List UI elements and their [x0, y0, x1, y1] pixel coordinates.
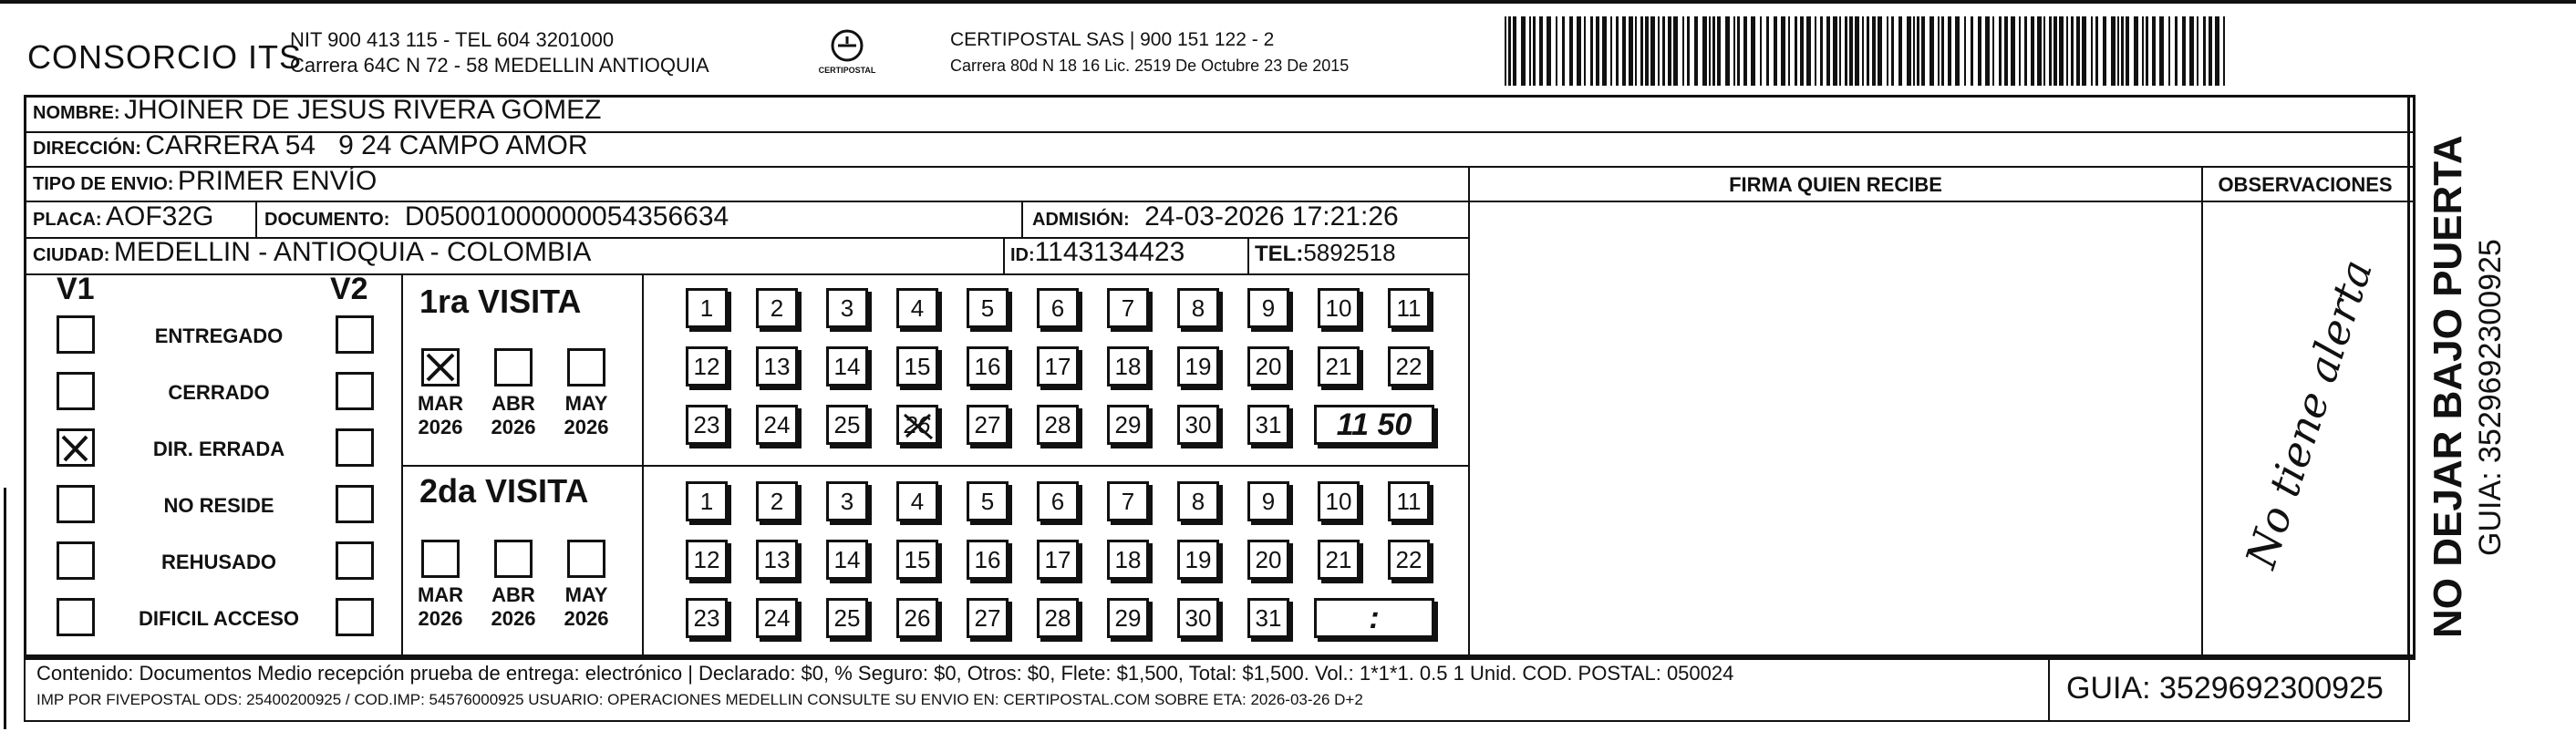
day-box[interactable]: 12 [686, 540, 728, 580]
day-box[interactable]: 6 [1037, 288, 1079, 328]
day-box[interactable]: 29 [1107, 405, 1149, 445]
month-label: MAY 2026 [564, 392, 609, 438]
v2-checkbox[interactable] [336, 598, 374, 636]
day-box[interactable]: 27 [967, 598, 1009, 638]
day-box[interactable]: 26 [896, 598, 938, 638]
documento-row [264, 201, 729, 232]
day-box[interactable]: 4 [896, 481, 938, 521]
day-box[interactable]: 16 [967, 540, 1009, 580]
visit-divider [642, 273, 644, 654]
cell-divider [1003, 237, 1005, 273]
firma-header: FIRMA QUIEN RECIBE [1729, 173, 1942, 196]
day-box[interactable]: 24 [756, 405, 798, 445]
day-box[interactable]: 5 [967, 288, 1009, 328]
day-box[interactable]: 4 [896, 288, 938, 328]
ciudad-value: MEDELLIN - ANTIOQUIA - COLOMBIA [113, 237, 592, 267]
month-label: ABR 2026 [491, 583, 536, 630]
carrier-info [950, 27, 1349, 78]
tel-value: 5892518 [1303, 239, 1396, 266]
admision-label: ADMISIÓN: [1032, 210, 1130, 230]
day-box[interactable]: 30 [1177, 405, 1219, 445]
observation-handwriting: No tiene alerta [2236, 253, 2383, 574]
direccion-value: CARRERA 54 9 24 CAMPO AMOR [145, 130, 588, 160]
day-box[interactable]: 21 [1318, 540, 1360, 580]
month-checkbox[interactable] [567, 540, 605, 578]
tipo-row [33, 166, 377, 197]
logo-text: CERTIPOSTAL [818, 66, 876, 75]
day-box[interactable]: 18 [1107, 346, 1149, 386]
month-label: MAR 2026 [417, 392, 464, 438]
day-box[interactable]: 15 [896, 346, 938, 386]
day-box[interactable]: 13 [756, 346, 798, 386]
day-box[interactable]: 10 [1318, 288, 1360, 328]
month-label: MAR 2026 [417, 583, 464, 630]
day-box[interactable]: 19 [1177, 346, 1219, 386]
observaciones-header: OBSERVACIONES [2218, 173, 2393, 196]
v1-checkbox[interactable] [57, 428, 95, 467]
cell-divider [1021, 201, 1023, 237]
day-box[interactable]: 8 [1177, 288, 1219, 328]
day-box[interactable]: 8 [1177, 481, 1219, 521]
day-box[interactable]: 23 [686, 405, 728, 445]
footer-guia: GUIA: 3529692300925 [2066, 671, 2384, 706]
id-label: ID: [1010, 245, 1035, 265]
day-box[interactable]: 9 [1247, 288, 1289, 328]
day-box[interactable]: 2 [756, 481, 798, 521]
carrier-license: Carrera 80d N 18 16 Lic. 2519 De Octubre 23 De 2015 [950, 57, 1350, 75]
row-divider [24, 166, 2416, 168]
cell-divider [1247, 237, 1249, 273]
barcode-icon [1505, 16, 2225, 86]
day-box[interactable]: 9 [1247, 481, 1289, 521]
day-box[interactable]: 11 [1388, 288, 1430, 328]
day-box[interactable]: 25 [826, 598, 868, 638]
id-value: 1143134423 [1034, 237, 1185, 267]
day-box[interactable]: 19 [1177, 540, 1219, 580]
v2-header: V2 [330, 272, 368, 306]
v1-checkbox[interactable] [57, 541, 95, 580]
id-row [1010, 237, 1185, 268]
side-warning: NO DEJAR BAJO PUERTA [2426, 135, 2470, 638]
nombre-label: NOMBRE: [33, 103, 120, 123]
tipo-label: TIPO DE ENVIO: [33, 174, 174, 194]
visit2-title: 2da VISITA [419, 472, 589, 510]
month-checkbox[interactable] [567, 348, 605, 386]
day-box[interactable]: 10 [1318, 481, 1360, 521]
v2-checkbox[interactable] [336, 428, 374, 467]
day-box[interactable]: 20 [1247, 540, 1289, 580]
direccion-row [33, 130, 588, 161]
day-box[interactable]: 15 [896, 540, 938, 580]
day-box[interactable]: 11 [1388, 481, 1430, 521]
day-box[interactable]: 18 [1107, 540, 1149, 580]
footer-frame [24, 654, 2410, 722]
documento-label: DOCUMENTO: [264, 210, 390, 230]
v1-checkbox[interactable] [57, 372, 95, 410]
admision-row [1032, 201, 1399, 232]
day-box[interactable]: 7 [1107, 481, 1149, 521]
day-box[interactable]: 25 [826, 405, 868, 445]
company-address: Carrera 64C N 72 - 58 MEDELLIN ANTIOQUIA [290, 54, 709, 77]
status-label: DIFICIL ACCESO [138, 607, 299, 630]
day-box[interactable]: 28 [1037, 598, 1079, 638]
day-box[interactable]: 14 [826, 346, 868, 386]
ciudad-row [33, 237, 591, 268]
day-box[interactable]: 6 [1037, 481, 1079, 521]
company-info [290, 27, 709, 78]
row-divider [24, 273, 1470, 275]
placa-row [33, 201, 213, 232]
month-checkbox[interactable] [421, 348, 460, 386]
scan-edge [0, 0, 2576, 4]
time-box[interactable]: : [1314, 598, 1434, 638]
v1-header: V1 [57, 272, 95, 306]
scan-edge [4, 488, 6, 729]
status-label: ENTREGADO [154, 325, 284, 347]
v2-checkbox[interactable] [336, 372, 374, 410]
nombre-row [33, 95, 601, 126]
v2-checkbox[interactable] [336, 541, 374, 580]
tipo-value: PRIMER ENVÍO [177, 166, 378, 196]
day-box[interactable]: 13 [756, 540, 798, 580]
documento-value: D0500100000005435663​4 [404, 201, 729, 232]
day-box[interactable]: 27 [967, 405, 1009, 445]
day-box[interactable]: 22 [1388, 346, 1430, 386]
side-guia: GUIA: 3529692300925 [2473, 239, 2508, 556]
month-checkbox[interactable] [494, 348, 533, 386]
cell-divider [255, 201, 257, 237]
day-box[interactable]: 21 [1318, 346, 1360, 386]
tel-row [1255, 239, 1396, 267]
day-box[interactable]: 24 [756, 598, 798, 638]
day-box[interactable]: 1 [686, 481, 728, 521]
month-checkbox[interactable] [421, 540, 460, 578]
day-box[interactable]: 3 [826, 288, 868, 328]
day-box[interactable]: 29 [1107, 598, 1149, 638]
status-label: REHUSADO [161, 551, 276, 573]
day-box[interactable]: 1 [686, 288, 728, 328]
admision-value: 24-03-2026 17:21:26 [1144, 201, 1399, 232]
tel-label: TEL: [1255, 242, 1304, 266]
v1-checkbox[interactable] [57, 485, 95, 523]
company-name: CONSORCIO ITS [27, 38, 303, 76]
certipostal-logo [810, 26, 885, 80]
month-label: MAY 2026 [564, 583, 609, 630]
footer-contenido: Contenido: Documentos Medio recepción prueba de entrega: electrónico | Declarado: $0, % Seguro: $0, Otros: $0, Flete: $1,500, Total: $1,500. Vol.: 1*1*1. 0.5 1 Unid. COD. POSTAL: 050024 [36, 662, 1734, 685]
placa-value: AOF32G [106, 201, 214, 232]
placa-label: PLACA: [33, 210, 102, 230]
day-box[interactable]: 3 [826, 481, 868, 521]
v1-checkbox[interactable] [57, 315, 95, 354]
day-box[interactable]: 23 [686, 598, 728, 638]
status-label: CERRADO [168, 381, 270, 404]
day-box[interactable]: 22 [1388, 540, 1430, 580]
month-label: ABR 2026 [491, 392, 536, 438]
day-box[interactable]: 28 [1037, 405, 1079, 445]
month-checkbox[interactable] [494, 540, 533, 578]
nombre-value: JHOINER DE JESUS RIVERA GOMEZ [124, 95, 602, 125]
day-box[interactable]: 30 [1177, 598, 1219, 638]
status-label: DIR. ERRADA [152, 438, 285, 460]
v2-checkbox[interactable] [336, 315, 374, 354]
day-box[interactable]: 31 [1247, 405, 1289, 445]
day-box[interactable]: 5 [967, 481, 1009, 521]
day-box[interactable]: 16 [967, 346, 1009, 386]
v1-checkbox[interactable] [57, 598, 95, 636]
day-box[interactable]: 14 [826, 540, 868, 580]
day-box[interactable]: 20 [1247, 346, 1289, 386]
ciudad-label: CIUDAD: [33, 245, 110, 265]
side-divider [2407, 95, 2410, 660]
obs-divider [2201, 166, 2203, 654]
company-nit: NIT 900 413 115 - TEL 604 3201000 [290, 28, 615, 51]
status-divider [401, 273, 403, 654]
footer-imp: IMP POR FIVEPOSTAL ODS: 25400200925 / COD.IMP: 54576000925 USUARIO: OPERACIONES MEDELLIN CONSULTE SU ENVIO EN: CERTIPOSTAL.COM SOBRE ETA: 2026-03-26 D+2 [36, 691, 1363, 708]
v2-checkbox[interactable] [336, 485, 374, 523]
visit-row-divider [401, 465, 1470, 467]
day-box[interactable]: 17 [1037, 346, 1079, 386]
status-label: NO RESIDE [163, 494, 274, 517]
firma-divider [1468, 166, 1470, 654]
day-box[interactable]: 17 [1037, 540, 1079, 580]
carrier-nit: CERTIPOSTAL SAS | 900 151 122 - 2 [950, 29, 1275, 50]
day-box[interactable]: 7 [1107, 288, 1149, 328]
day-box[interactable]: 31 [1247, 598, 1289, 638]
time-box[interactable]: 11 50 [1314, 405, 1434, 445]
direccion-label: DIRECCIÓN: [33, 139, 141, 159]
day-box[interactable]: 2 [756, 288, 798, 328]
day-box[interactable]: 26 [896, 405, 938, 445]
visit1-title: 1ra VISITA [419, 283, 582, 320]
day-box[interactable]: 12 [686, 346, 728, 386]
